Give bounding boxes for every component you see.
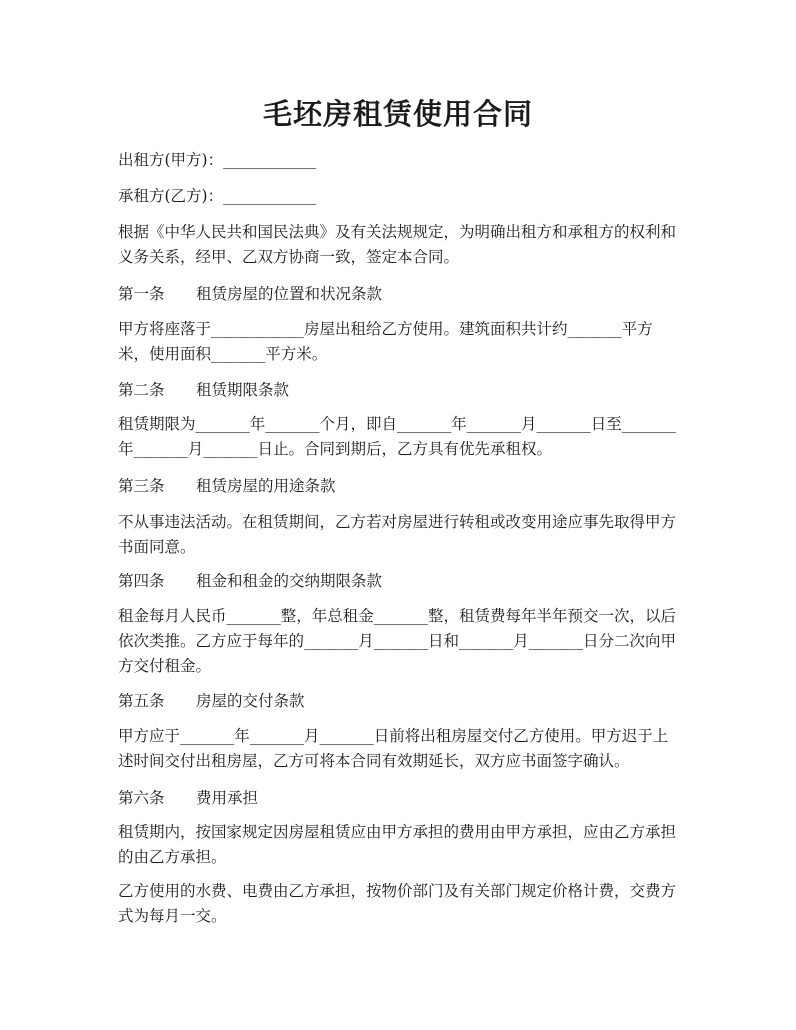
article-3-body [118,510,684,560]
article-number: 第六条 [118,789,165,807]
preamble-paragraph [118,220,684,270]
article-body-line: 式为每月一交。 [118,907,227,925]
lessor-line: 出租方(甲方)：____________ [118,151,317,169]
article-5-body [118,724,684,774]
article-body-line: 甲方将座落于____________房屋出租给乙方使用。建筑面积共计约_______平方 [118,320,653,338]
article-6-body [118,820,684,870]
article-body-line: 租金每月人民币_______整，年总租金_______整，租赁费每年半年预交一次，以后 [118,607,677,625]
article-body-line: 不从事违法活动。在租赁期间，乙方若对房屋进行转租或改变用途应事先取得甲方 [118,513,677,531]
article-number: 第五条 [118,692,165,710]
article-body-line: 述时间交付出租房屋，乙方可将本合同有效期延长，双方应书面签字确认。 [118,752,630,770]
article-number: 第三条 [118,477,165,495]
article-number: 第四条 [118,572,165,590]
article-title: 费用承担 [196,789,259,807]
article-title: 租金和租金的交纳期限条款 [196,572,383,590]
article-number: 第一条 [118,285,165,303]
article-6-body-2 [118,879,684,929]
article-body-line: 租赁期内，按国家规定因房屋租赁应由甲方承担的费用由甲方承担，应由乙方承担 [118,823,677,841]
article-body-line: 租赁期限为_______年_______个月，即自_______年_______月_______日至_______ [118,415,677,433]
article-body-line: 乙方使用的水费、电费由乙方承担，按物价部门及有关部门规定价格计费，交费方 [118,882,677,900]
article-4-body [118,604,684,679]
article-1-body [118,317,684,367]
article-body-line: 甲方应于_______年_______月_______日前将出租房屋交付乙方使用。甲方迟于上 [118,727,669,745]
article-3-heading [118,474,684,499]
article-2-body [118,412,684,462]
article-body-line: 方交付租金。 [118,657,212,675]
article-body-line: 米，使用面积_______平方米。 [118,345,328,363]
article-title: 租赁房屋的用途条款 [196,477,336,495]
document-title: 毛坯房租赁使用合同 [262,97,533,131]
article-title: 租赁房屋的位置和状况条款 [196,285,383,303]
article-6-heading [118,786,684,811]
article-body-line: 年_______月_______日止。合同到期后，乙方具有优先承租权。 [118,440,553,458]
article-2-heading [118,378,684,403]
article-body-line: 依次类推。乙方应于每年的_______月_______日和_______月_______日分二次向甲 [118,632,677,650]
preamble-line: 根据《中华人民共和国民法典》及有关法规规定，为明确出租方和承租方的权利和 [118,223,677,241]
article-1-heading [118,282,684,307]
article-4-heading [118,569,684,594]
article-body-line: 的由乙方承担。 [118,848,227,866]
article-title: 租赁期限条款 [196,381,290,399]
article-number: 第二条 [118,381,165,399]
article-body-line: 书面同意。 [118,538,196,556]
preamble-line: 义务关系，经甲、乙双方协商一致，签定本合同。 [118,248,460,266]
lessee-line: 承租方(乙方)：____________ [118,187,317,205]
article-title: 房屋的交付条款 [196,692,305,710]
article-5-heading [118,689,684,714]
